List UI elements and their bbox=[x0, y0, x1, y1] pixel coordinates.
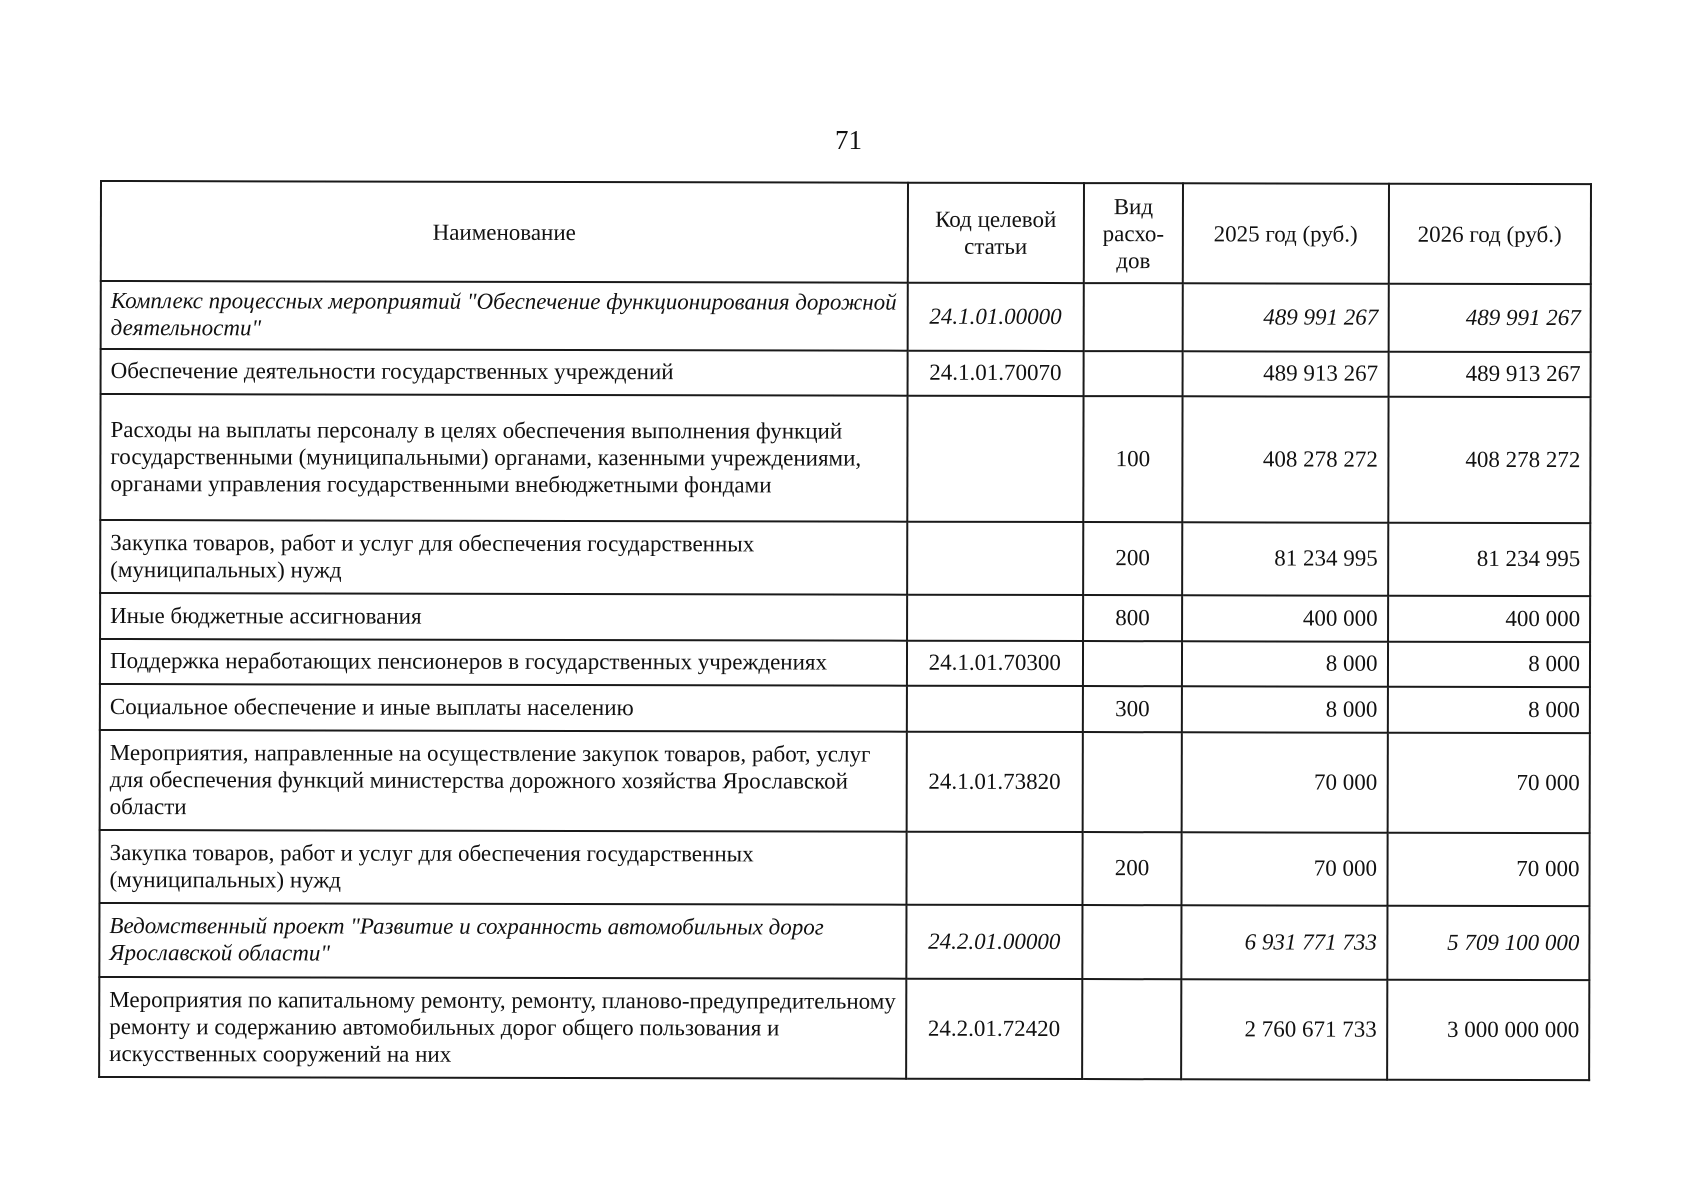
cell-amount-2026: 3 000 000 000 bbox=[1387, 980, 1590, 1080]
table-row bbox=[100, 520, 1590, 596]
cell-amount-2025: 489 991 267 bbox=[1183, 283, 1389, 351]
cell-amount-2025: 70 000 bbox=[1182, 832, 1388, 905]
cell-name: Закупка товаров, работ и услуг для обеспечения государственных (муниципальных) нужд bbox=[99, 830, 906, 905]
cell-kind bbox=[1083, 641, 1182, 686]
table-row bbox=[101, 281, 1591, 352]
table-row bbox=[100, 394, 1590, 523]
cell-name: Закупка товаров, работ и услуг для обеспечения государственных (муниципальных) нужд bbox=[100, 520, 907, 595]
cell-kind bbox=[1084, 283, 1183, 351]
cell-name: Мероприятия по капитальному ремонту, ремонту, планово-предупредительному ремонту и содержанию автомобильных дорог общего пользования и искусственных сооружений на них bbox=[99, 977, 906, 1079]
cell-amount-2026: 70 000 bbox=[1387, 833, 1590, 906]
cell-code bbox=[906, 832, 1082, 905]
table-row bbox=[99, 903, 1589, 980]
cell-name: Поддержка неработающих пенсионеров в государственных учреждениях bbox=[100, 639, 907, 686]
cell-amount-2026: 81 234 995 bbox=[1388, 523, 1591, 596]
cell-amount-2026: 8 000 bbox=[1387, 642, 1590, 687]
cell-kind: 200 bbox=[1083, 522, 1182, 595]
cell-amount-2025: 8 000 bbox=[1182, 641, 1388, 686]
cell-name: Социальное обеспечение и иные выплаты населению bbox=[100, 684, 907, 732]
cell-amount-2026: 5 709 100 000 bbox=[1387, 906, 1590, 980]
table-row bbox=[100, 639, 1590, 687]
cell-amount-2026: 8 000 bbox=[1387, 687, 1590, 733]
cell-name: Мероприятия, направленные на осуществление закупок товаров, работ, услуг для обеспечения функций министерства дорожного хозяйства Ярославской области bbox=[100, 730, 907, 832]
table-row bbox=[100, 730, 1590, 833]
cell-amount-2025: 2 760 671 733 bbox=[1181, 979, 1387, 1079]
cell-kind: 800 bbox=[1083, 595, 1182, 641]
cell-amount-2026: 489 913 267 bbox=[1388, 352, 1591, 397]
budget-table bbox=[98, 180, 1592, 1081]
cell-kind: 200 bbox=[1082, 832, 1181, 905]
table-row bbox=[101, 349, 1591, 397]
table-row bbox=[100, 593, 1590, 642]
cell-amount-2026: 489 991 267 bbox=[1388, 284, 1591, 352]
cell-kind: 100 bbox=[1083, 396, 1182, 522]
cell-name: Иные бюджетные ассигнования bbox=[100, 593, 907, 641]
cell-kind bbox=[1083, 351, 1182, 396]
cell-code: 24.1.01.70070 bbox=[907, 351, 1083, 396]
table-row bbox=[100, 684, 1590, 733]
cell-name: Ведомственный проект "Развитие и сохранность автомобильных дорог Ярославской области" bbox=[99, 903, 906, 979]
cell-code: 24.1.01.73820 bbox=[906, 732, 1082, 832]
cell-amount-2025: 8 000 bbox=[1182, 686, 1388, 732]
cell-amount-2025: 70 000 bbox=[1182, 732, 1388, 832]
cell-name: Комплекс процессных мероприятий "Обеспечение функционирования дорожной деятельности" bbox=[101, 281, 908, 351]
cell-amount-2025: 6 931 771 733 bbox=[1181, 905, 1387, 979]
cell-code bbox=[907, 396, 1083, 522]
cell-code: 24.1.01.00000 bbox=[907, 283, 1083, 351]
table-header-row bbox=[101, 181, 1591, 284]
header-kind: Вид расхо-дов bbox=[1084, 183, 1183, 283]
cell-amount-2025: 408 278 272 bbox=[1182, 396, 1388, 522]
cell-code bbox=[907, 522, 1083, 595]
cell-name: Расходы на выплаты персоналу в целях обеспечения выполнения функций государственными (муниципальными) органами, казенными учреждениями, органами управления государственными внебюджетными фондами bbox=[100, 394, 907, 522]
table-row bbox=[99, 830, 1589, 906]
cell-code: 24.2.01.00000 bbox=[906, 905, 1082, 979]
cell-kind bbox=[1082, 905, 1181, 979]
page-number: 71 bbox=[835, 125, 862, 155]
cell-amount-2026: 408 278 272 bbox=[1388, 397, 1591, 523]
cell-amount-2026: 70 000 bbox=[1387, 733, 1590, 833]
cell-amount-2025: 400 000 bbox=[1182, 595, 1388, 641]
cell-kind: 300 bbox=[1083, 686, 1182, 732]
cell-kind bbox=[1082, 732, 1181, 832]
cell-code: 24.2.01.72420 bbox=[906, 979, 1082, 1079]
cell-code: 24.1.01.70300 bbox=[907, 641, 1083, 686]
cell-code bbox=[907, 595, 1083, 641]
cell-kind bbox=[1082, 979, 1181, 1079]
cell-amount-2026: 400 000 bbox=[1388, 596, 1591, 642]
header-2026: 2026 год (руб.) bbox=[1388, 184, 1591, 284]
cell-amount-2025: 81 234 995 bbox=[1182, 522, 1388, 595]
table-row bbox=[99, 977, 1589, 1080]
header-name: Наименование bbox=[101, 181, 908, 283]
header-2025: 2025 год (руб.) bbox=[1183, 183, 1389, 283]
cell-name: Обеспечение деятельности государственных учреждений bbox=[101, 349, 908, 396]
cell-code bbox=[907, 686, 1083, 732]
cell-amount-2025: 489 913 267 bbox=[1183, 351, 1389, 396]
header-code: Код целевой статьи bbox=[908, 183, 1084, 283]
